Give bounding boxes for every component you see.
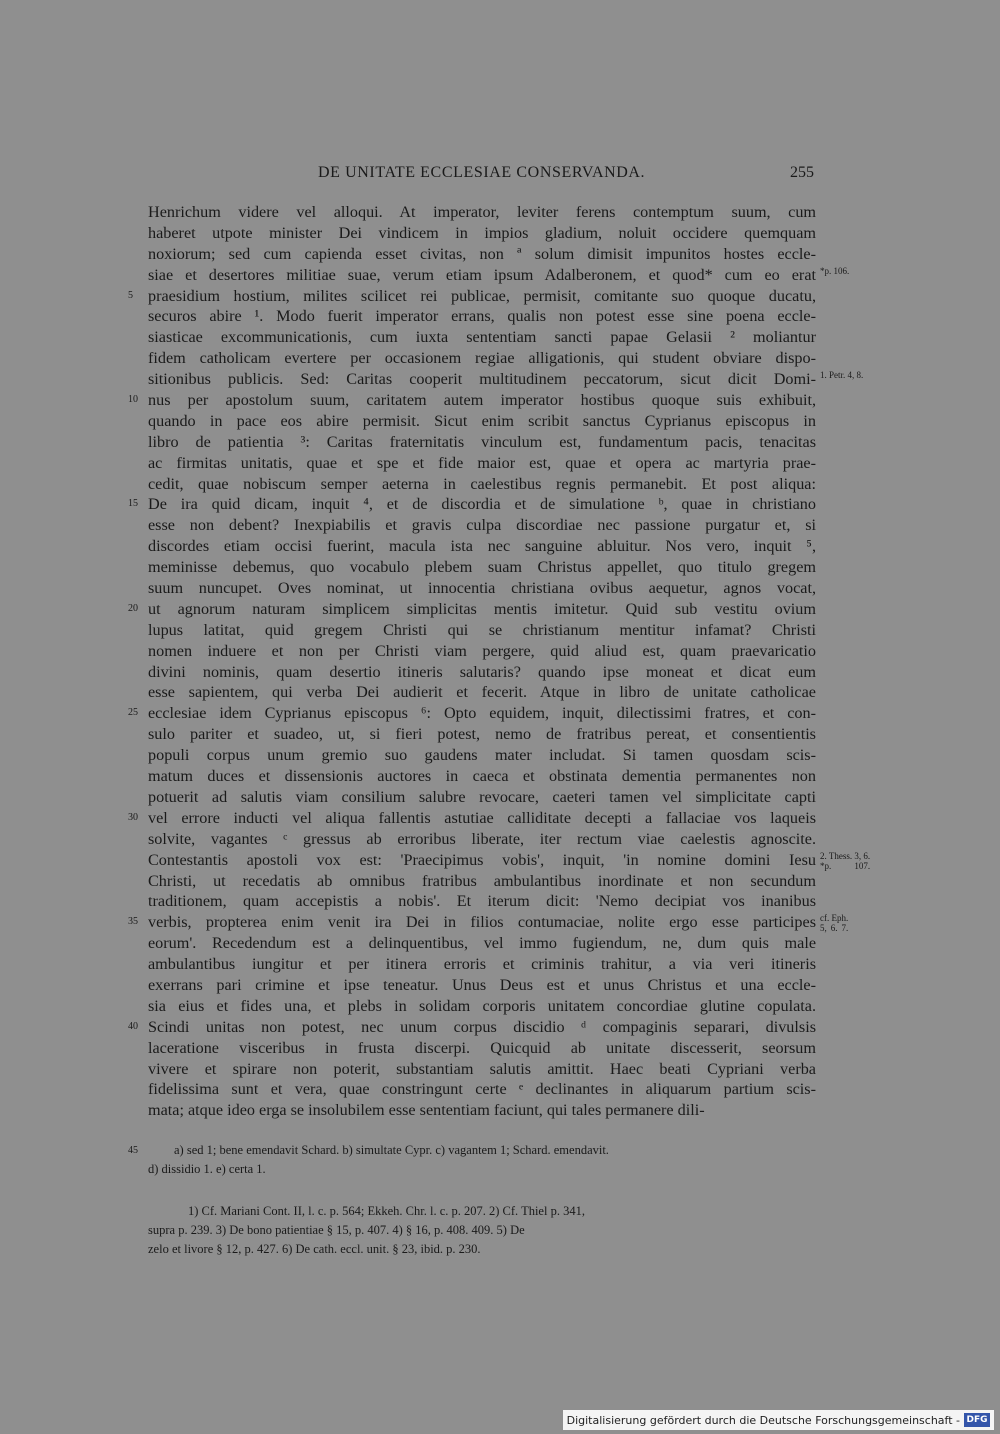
line-text: noxiorum; sed cum capienda esset civitas, non ª solum dimisit impunitos hostes eccle-	[148, 244, 816, 263]
margin-reference-text: 1. Petr. 4, 8.	[820, 370, 864, 381]
line-text: cedit, quae nobiscum semper aeterna in caelestibus regnis permanebit. Et post aliqua:	[148, 474, 816, 493]
text-line	[148, 724, 816, 745]
source-note-text: 1) Cf. Mariani Cont. II, l. c. p. 564; Ekkeh. Chr. l. c. p. 207. 2) Cf. Thiel p. 341,	[188, 1204, 585, 1218]
line-number: 45	[128, 1145, 138, 1156]
text-line	[148, 1059, 816, 1080]
line-text: ut agnorum naturam simplicem simplicitas mentis imitetur. Quid sub vestitu ovium	[148, 599, 816, 618]
text-line	[128, 286, 816, 307]
text-line	[148, 620, 816, 641]
text-line	[128, 808, 816, 829]
text-line	[148, 829, 816, 850]
text-line	[128, 703, 816, 724]
text-line	[148, 557, 816, 578]
text-line	[148, 223, 816, 244]
margin-reference-text: 2. Thess. 3, 6.	[820, 850, 871, 861]
text-line	[148, 411, 816, 432]
text-line	[148, 453, 816, 474]
margin-reference-text: 5, 6. 7.	[820, 923, 849, 934]
text-line	[148, 306, 816, 327]
line-text: matum duces et dissensionis auctores in caeca et obstinata dementia permanentes non	[148, 767, 816, 786]
source-notes	[148, 1202, 816, 1259]
source-note-line	[148, 1221, 816, 1240]
line-text: populi corpus unum gremio suo gaudens mater includat. Si tamen quosdam scis-	[148, 746, 816, 765]
text-line	[148, 641, 816, 662]
text-line	[148, 871, 816, 892]
margin-reference	[820, 851, 870, 871]
line-text: sia eius et fides una, et plebs in solidam corporis unitatem concordiae glutine copulata.	[148, 996, 816, 1015]
source-note-line	[148, 1202, 816, 1221]
line-text: sitionibus publicis. Sed: Caritas cooperit multitudinem peccatorum, sicut dicit Domi-	[148, 370, 816, 389]
text-line	[148, 474, 816, 495]
text-line	[148, 787, 816, 808]
line-text: sulo pariter et suadeo, ut, si fieri potest, nemo de fratribus pereat, et consentientis	[148, 725, 816, 744]
text-line	[148, 662, 816, 683]
variant-note-line	[148, 1160, 816, 1179]
text-line	[148, 244, 816, 265]
line-number: 35	[128, 916, 138, 928]
line-text: Henrichum videre vel alloqui. At imperator, leviter ferens contemptum suum, cum	[148, 203, 816, 221]
text-line	[148, 954, 816, 975]
line-text: siae et desertores militiae suae, verum etiam ipsum Adalberonem, et quod* cum eo erat	[148, 265, 816, 284]
line-text: vivere et spirare non poterit, substantiam salutis amittit. Haec beati Cypriani verba	[148, 1059, 816, 1078]
line-text: lupus latitat, quid gregem Christi qui se christianum mentitur infamat? Christi	[148, 620, 816, 639]
margin-reference	[820, 370, 863, 380]
main-text	[128, 202, 871, 1121]
line-text: traditionem, quam accepistis a nobis'. Et iterum dicit: 'Nemo decipiat vos inanibus	[148, 892, 816, 911]
line-text: eorum'. Recedendum est a delinquentibus, vel immo fugiendum, ne, dum quis male	[148, 934, 816, 953]
text-line	[148, 265, 850, 286]
text-line	[128, 599, 816, 620]
line-text: nomen induere et non per Christi viam pergere, quid aliud est, quam praevaricatio	[148, 641, 816, 660]
line-text: ecclesiae idem Cyprianus episcopus ⁶: Opto equidem, inquit, dilectissimi fratres, et con-	[148, 704, 816, 723]
line-text: ac firmitas unitatis, quae et spe et fide maior est, quae et opera ac martyria prae-	[148, 453, 816, 472]
line-text: securos abire ¹. Modo fuerit imperator errans, qualis non potest esse sine poena eccle-	[148, 307, 816, 326]
variant-note-text: a) sed 1; bene emendavit Schard. b) simultate Cypr. c) vagantem 1; Schard. emendavit.	[174, 1143, 609, 1157]
line-text: vel errore inducti vel aliqua fallentis astutiae calliditate decepti a fallaciae vos laqueis	[148, 808, 816, 827]
text-line	[148, 432, 816, 453]
line-number: 20	[128, 602, 138, 614]
line-number: 40	[128, 1020, 138, 1032]
line-text: discordes etiam occisi fuerint, macula ista nec sanguine abluitur. Nos vero, inquit ⁵,	[148, 537, 816, 556]
line-text: laceratione visceribus in frusta discerpi. Quicquid ab unitate discesserit, seorsum	[148, 1038, 816, 1057]
line-number: 25	[128, 707, 138, 719]
dfg-logo: DFG	[964, 1413, 990, 1427]
text-line	[148, 891, 816, 912]
variant-note-line	[128, 1141, 816, 1160]
line-text: Contestantis apostoli vox est: 'Praecipimus vobis', inquit, 'in nomine domini Iesu	[148, 850, 816, 869]
line-text: divini nominis, quam desertio itineris salutaris? quando ipse moneat et dicat eum	[148, 662, 816, 681]
source-note-line	[148, 1240, 816, 1259]
text-line	[148, 996, 816, 1017]
page-header	[148, 164, 818, 188]
line-text: haberet utpote minister Dei vindicem in impios gladium, noluit occidere quemquam	[148, 223, 816, 242]
line-text: solvite, vagantes ᶜ gressus ab erroribus liberate, iter rectum viae caelestis agnoscite.	[148, 829, 816, 848]
text-line	[148, 578, 816, 599]
text-line	[148, 202, 816, 223]
margin-reference	[820, 266, 849, 276]
line-number: 5	[128, 289, 133, 301]
text-line	[148, 975, 816, 996]
margin-reference-text: *p. 107.	[820, 860, 871, 871]
text-line	[128, 912, 849, 934]
line-number: 30	[128, 811, 138, 823]
source-note-text: zelo et livore § 12, p. 427. 6) De cath. eccl. unit. § 23, ibid. p. 230.	[148, 1242, 481, 1256]
line-text: potuerit ad salutis viam consilium salubre revocare, caeteri tamen vel simplicitate capti	[148, 787, 816, 806]
line-text: esse sapientem, qui verba Dei audierit et fecerit. Atque in libro de unitate catholicae	[148, 683, 816, 702]
line-number: 10	[128, 394, 138, 406]
credit-text: Digitalisierung gefördert durch die Deutsche Forschungsgemeinschaft -	[566, 1413, 960, 1427]
digitization-credit	[563, 1410, 994, 1430]
text-line	[148, 1100, 816, 1121]
line-text: praesidium hostium, milites scilicet rei publicae, permisit, comitante suo quoque ducatu,	[148, 286, 816, 305]
text-line	[128, 390, 816, 411]
text-line	[148, 327, 816, 348]
margin-reference-text: *p. 106.	[820, 265, 850, 276]
line-text: Christi, ut recedatis ab omnibus fratribus ambulantibus inordinate et non secundum	[148, 871, 816, 890]
text-line	[128, 1017, 816, 1038]
line-text: exerrans pari crimine et ipse teneatur. Unus Deus est et unus Christus et una eccle-	[148, 975, 816, 994]
line-text: meminisse debemus, quo vocabulo plebem suam Christus appellet, quo titulo gregem	[148, 558, 816, 577]
running-title: DE UNITATE ECCLESIAE CONSERVANDA.	[318, 164, 646, 181]
line-text: fidem catholicam evertere per occasionem regiae alligationis, qui student obviare dispo-	[148, 349, 816, 368]
text-line	[148, 850, 871, 871]
margin-reference-text: cf. Eph.	[820, 913, 849, 924]
line-text: quando in pace eos abire permisit. Sicut enim scribit sanctus Cyprianus episcopus in	[148, 411, 816, 430]
line-text: fidelissima sunt et vera, quae constringunt certe ᵉ declinantes in aliquarum partium scis-	[148, 1080, 816, 1099]
source-note-text: supra p. 239. 3) De bono patientiae § 15, p. 407. 4) § 16, p. 408. 409. 5) De	[148, 1223, 525, 1237]
line-text: libro de patientia ³: Caritas fraternitatis vinculum est, fundamentum pacis, tenacitas	[148, 432, 816, 451]
text-line	[148, 1038, 816, 1059]
text-line	[148, 515, 816, 536]
line-text: mata; atque ideo erga se insolubilem esse sententiam faciunt, qui tales permanere dili-	[148, 1101, 705, 1120]
line-text: ambulantibus iungitur et per itinera erroris et criminis trahitur, a via veri itineris	[148, 955, 816, 974]
text-line	[148, 536, 816, 557]
margin-reference	[820, 913, 848, 933]
line-text: siasticae excommunicationis, cum iuxta sententiam sancti papae Gelasii ² moliantur	[148, 328, 816, 347]
line-text: Scindi unitas non potest, nec unum corpus discidio ᵈ compaginis separari, divulsis	[148, 1017, 816, 1036]
line-text: De ira quid dicam, inquit ⁴, et de discordia et de simulatione ᵇ, quae in christiano	[148, 495, 816, 514]
text-line	[128, 494, 816, 515]
variant-note-text: d) dissidio 1. e) certa 1.	[148, 1162, 266, 1176]
text-line	[148, 682, 816, 703]
line-text: verbis, propterea enim venit ira Dei in filios contumaciae, nolite ergo esse participes	[148, 913, 816, 932]
variant-notes	[128, 1141, 816, 1179]
line-number: 15	[128, 498, 138, 510]
line-text: nus per apostolum suum, caritatem autem imperator hostibus quoque suis exhibuit,	[148, 391, 816, 410]
page-number: 255	[790, 164, 814, 181]
line-text: esse non debent? Inexpiabilis et gravis culpa discordiae nec passione purgatur et, si	[148, 516, 816, 535]
text-line	[148, 1079, 816, 1100]
text-line	[148, 745, 816, 766]
text-line	[148, 348, 816, 369]
text-line	[148, 933, 816, 954]
line-text: suum nuncupet. Oves nominat, ut innocentia christiana ovibus aequetur, agnos vocat,	[148, 579, 816, 598]
text-line	[148, 766, 816, 787]
text-line	[148, 369, 864, 390]
